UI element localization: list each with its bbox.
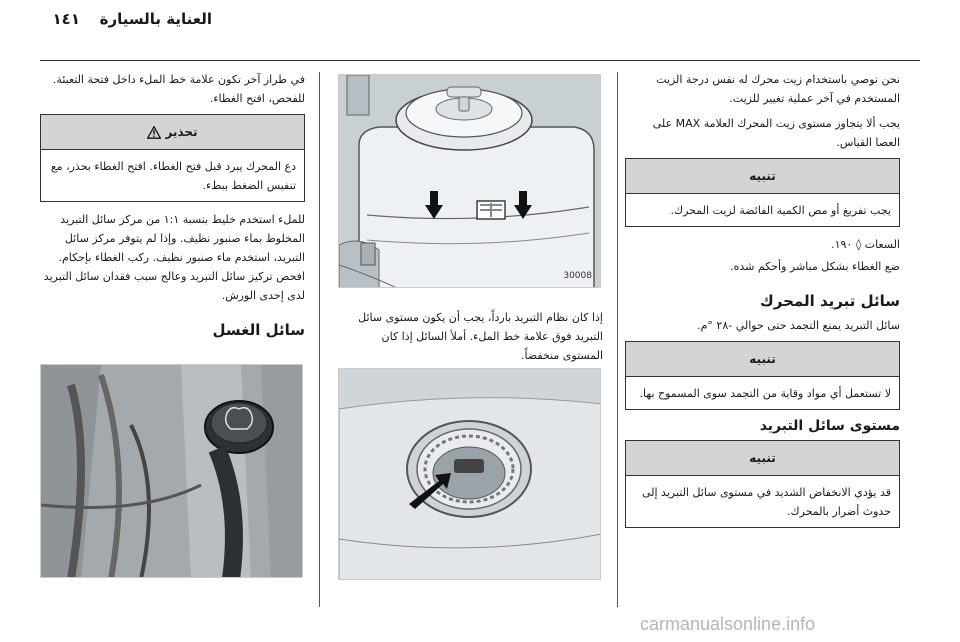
coolant-paragraph: سائل التبريد يمنع التجمد حتى حوالي -٢٨ °م.	[697, 319, 900, 332]
notice-box	[625, 341, 900, 410]
warning-title	[41, 115, 304, 150]
warning-box	[40, 114, 305, 202]
notice-text: قد يؤدي الانخفاض الشديد في مستوى سائل التبريد إلى حدوث أضرار بالمحرك.	[641, 486, 891, 518]
column-divider	[617, 72, 618, 607]
washer-fluid-figure	[40, 364, 303, 578]
middle-column-text	[338, 308, 603, 371]
fill-mark-paragraph: في طراز آخر تكون علامة خط الملء داخل فتحة التعبئة. للفحص، افتح الغطاء.	[52, 73, 305, 105]
notice-text: يجب تفريغ أو مص الكمية الفائضة لزيت المحرك.	[670, 204, 891, 217]
section-title-coolant-level: مستوى سائل التبريد	[759, 418, 900, 434]
notice-title: تنبيه	[626, 342, 899, 377]
warning-title-text: تحذير	[165, 125, 198, 139]
header-rule	[40, 60, 920, 61]
left-column	[40, 70, 305, 345]
column-divider	[319, 72, 320, 607]
running-title: العناية بالسيارة	[99, 10, 212, 28]
figure-code: 30008	[563, 271, 592, 281]
max-mark-paragraph: يجب ألا يتجاوز مستوى زيت المحرك العلامة MAX على العصا القياس.	[652, 117, 900, 149]
notice-title: تنبيه	[626, 441, 899, 476]
coolant-mix-paragraph: للملء استخدم خليط بنسبة ١:١ من مركز سائل التبريد المخلوط بماء صنبور نظيف. وإذا لم يتوفر مركز سائل التبريد، استخدم ماء صنبور نظيف. ركب الغطاء بإحكام. افحص تركيز سائل التبريد وعالج سبب فقدان سائل التبريد لدى إحدى الورش.	[43, 213, 305, 302]
watermark: carmanualsonline.info	[640, 614, 816, 634]
notice-box	[625, 158, 900, 227]
section-title-washer-fluid: سائل الغسل	[212, 321, 305, 339]
filler-neck-figure	[338, 368, 601, 580]
warning-text: دع المحرك يبرد قبل فتح الغطاء. افتح الغطاء بحذر، مع تنفيس الضغط ببطء.	[50, 160, 296, 192]
notice-box	[625, 440, 900, 528]
filler-neck-illustration	[339, 369, 601, 580]
right-column	[625, 70, 900, 536]
capacities-reference: السعات ◊ ١٩٠.	[831, 238, 900, 251]
coolant-reservoir-illustration	[339, 75, 601, 288]
section-title-engine-coolant: سائل تبريد المحرك	[760, 292, 900, 310]
notice-title: تنبيه	[626, 159, 899, 194]
warning-triangle-icon	[147, 126, 161, 139]
intro-paragraph: نحن نوصي باستخدام زيت محرك له نفس درجة الزيت المستخدم في آخر عملية تغيير للزيت.	[656, 73, 900, 105]
washer-reservoir-illustration	[41, 365, 303, 578]
coolant-level-paragraph: إذا كان نظام التبريد بارداً، يجب أن يكون مستوى سائل التبريد فوق علامة خط الملء. أملأ السائل إذا كان المستوى منخفضاً.	[358, 311, 603, 362]
page-number: ١٤١	[52, 10, 80, 28]
coolant-reservoir-figure	[338, 74, 601, 288]
notice-text: لا تستعمل أي مواد وقاية من التجمد سوى المسموح بها.	[639, 387, 891, 400]
cap-instruction: ضع الغطاء بشكل مباشر وأحكم شده.	[730, 260, 900, 273]
